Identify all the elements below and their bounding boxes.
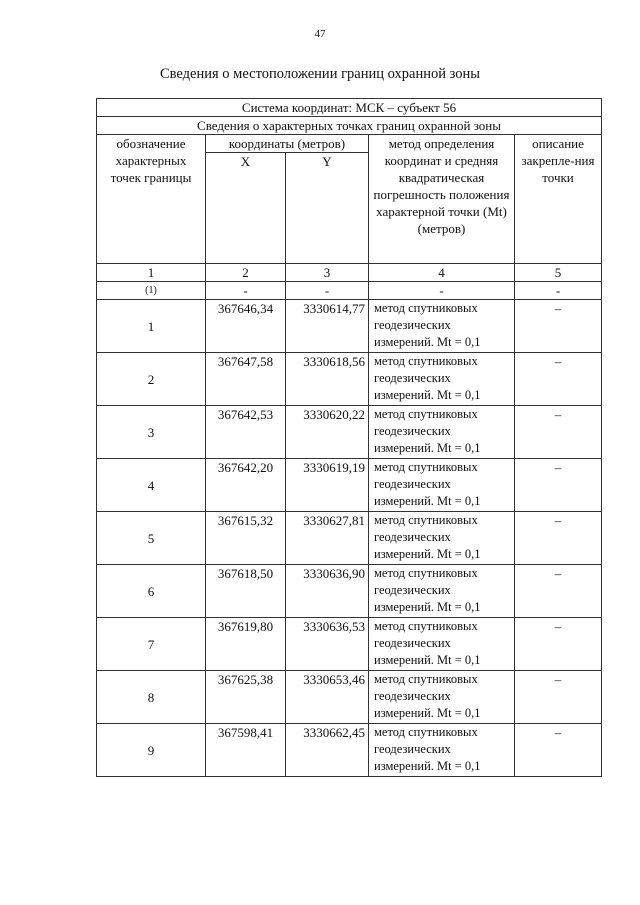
column-number: 5 [515, 264, 602, 282]
table-row [97, 671, 602, 724]
table-row [97, 300, 602, 353]
y-coordinate-cell: 3330614,77 [286, 300, 369, 353]
description-cell: – [515, 406, 602, 459]
description-cell: – [515, 512, 602, 565]
point-id-cell: 1 [97, 300, 206, 353]
point-id-cell: 6 [97, 565, 206, 618]
column-number: 2 [206, 264, 286, 282]
x-coordinate-cell: 367647,58 [206, 353, 286, 406]
column-number: 3 [286, 264, 369, 282]
table-row [97, 618, 602, 671]
method-cell: метод спутниковых геодезических измерений. Mt = 0,1 [369, 724, 515, 777]
method-cell: метод спутниковых геодезических измерений. Mt = 0,1 [369, 618, 515, 671]
table-row [97, 406, 602, 459]
description-cell: – [515, 353, 602, 406]
x-coordinate-cell: 367598,41 [206, 724, 286, 777]
description-cell: – [515, 459, 602, 512]
method-cell: метод спутниковых геодезических измерений. Mt = 0,1 [369, 565, 515, 618]
y-coordinate-cell: 3330636,90 [286, 565, 369, 618]
table-row [97, 724, 602, 777]
description-cell: – [515, 724, 602, 777]
x-coordinate-cell: 367615,32 [206, 512, 286, 565]
table-row [97, 565, 602, 618]
point-id-cell: 3 [97, 406, 206, 459]
point-id-cell: 7 [97, 618, 206, 671]
method-cell: метод спутниковых геодезических измерений. Mt = 0,1 [369, 671, 515, 724]
placeholder-cell: - [286, 282, 369, 300]
placeholder-cell: - [515, 282, 602, 300]
placeholder-cell: (1) [97, 282, 206, 300]
x-coordinate-cell: 367618,50 [206, 565, 286, 618]
y-coordinate-cell: 3330619,19 [286, 459, 369, 512]
y-coordinate-cell: 3330618,56 [286, 353, 369, 406]
coordinate-system-header: Система координат: МСК – субъект 56 [97, 99, 602, 117]
header-description: описание закрепле-ния точки [515, 135, 602, 264]
point-id-cell: 9 [97, 724, 206, 777]
header-x: X [206, 153, 286, 264]
x-coordinate-cell: 367619,80 [206, 618, 286, 671]
method-cell: метод спутниковых геодезических измерений. Mt = 0,1 [369, 459, 515, 512]
column-number: 1 [97, 264, 206, 282]
column-number: 4 [369, 264, 515, 282]
description-cell: – [515, 300, 602, 353]
y-coordinate-cell: 3330662,45 [286, 724, 369, 777]
point-id-cell: 2 [97, 353, 206, 406]
x-coordinate-cell: 367642,53 [206, 406, 286, 459]
point-id-cell: 5 [97, 512, 206, 565]
method-cell: метод спутниковых геодезических измерений. Mt = 0,1 [369, 512, 515, 565]
header-coordinates: координаты (метров) [206, 135, 369, 153]
page-number: 47 [314, 28, 326, 40]
y-coordinate-cell: 3330636,53 [286, 618, 369, 671]
table-subtitle: Сведения о характерных точках границ охранной зоны [97, 117, 602, 135]
placeholder-cell: - [206, 282, 286, 300]
method-cell: метод спутниковых геодезических измерений. Mt = 0,1 [369, 300, 515, 353]
header-point-designation: обозначение характерных точек границы [97, 135, 206, 264]
description-cell: – [515, 565, 602, 618]
description-cell: – [515, 671, 602, 724]
y-coordinate-cell: 3330620,22 [286, 406, 369, 459]
table-row [97, 353, 602, 406]
y-coordinate-cell: 3330653,46 [286, 671, 369, 724]
page-title: Сведения о местоположении границ охранной зоны [159, 66, 480, 82]
x-coordinate-cell: 367625,38 [206, 671, 286, 724]
x-coordinate-cell: 367646,34 [206, 300, 286, 353]
point-id-cell: 8 [97, 671, 206, 724]
header-method: метод определения координат и средняя квадратическая погрешность положения характерной точки (Mt) (метров) [369, 135, 515, 264]
y-coordinate-cell: 3330627,81 [286, 512, 369, 565]
table-row [97, 512, 602, 565]
method-cell: метод спутниковых геодезических измерений. Mt = 0,1 [369, 406, 515, 459]
point-id-cell: 4 [97, 459, 206, 512]
boundary-points-table [96, 98, 602, 777]
placeholder-cell: - [369, 282, 515, 300]
method-cell: метод спутниковых геодезических измерений. Mt = 0,1 [369, 353, 515, 406]
table-row [97, 459, 602, 512]
description-cell: – [515, 618, 602, 671]
header-y: Y [286, 153, 369, 264]
x-coordinate-cell: 367642,20 [206, 459, 286, 512]
